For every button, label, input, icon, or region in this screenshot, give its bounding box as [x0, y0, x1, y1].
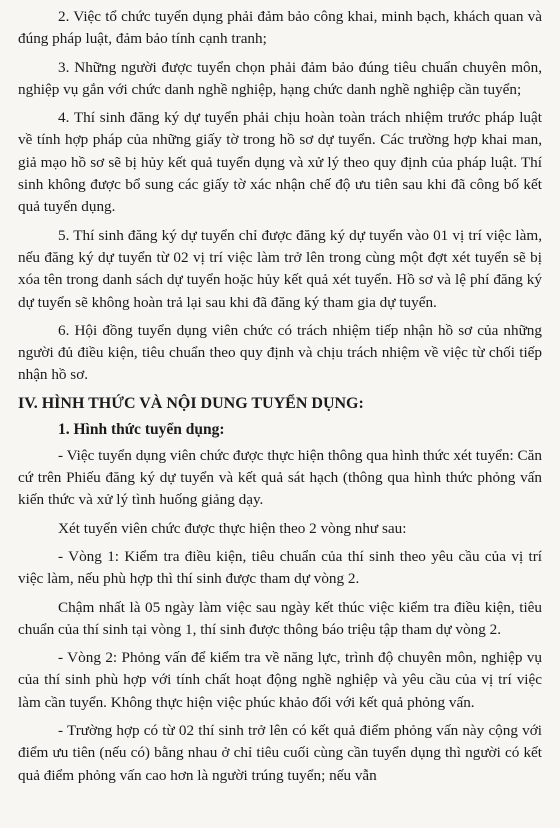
- paragraph-vong-1: - Vòng 1: Kiểm tra điều kiện, tiêu chuẩn của thí sinh theo yêu cầu của vị trí việc làm, nếu phù hợp thì thí sinh được tham dự vòng 2.: [18, 547, 542, 588]
- paragraph-cham-nhat: Chậm nhất là 05 ngày làm việc sau ngày kết thúc việc kiểm tra điều kiện, tiêu chuẩn của thí sinh tại vòng 1, thí sinh được thông báo triệu tập tham dự vòng 2.: [18, 598, 542, 638]
- paragraph-vong-intro: Xét tuyển viên chức được thực hiện theo 2 vòng như sau:: [58, 519, 407, 537]
- paragraph-2: 2. Việc tổ chức tuyển dụng phải đảm bảo công khai, minh bạch, khách quan và đúng pháp luật, đảm bảo tính cạnh tranh;: [18, 8, 542, 48]
- subsection-heading: 1. Hình thức tuyển dụng:: [58, 420, 225, 438]
- paragraph-3: 3. Những người được tuyển chọn phải đảm bảo đúng tiêu chuẩn chuyên môn, nghiệp vụ gắn với chức danh nghề nghiệp, hạng chức danh nghề nghiệp cần tuyển;: [18, 58, 542, 98]
- paragraph-vong-2: - Vòng 2: Phỏng vấn để kiểm tra về năng lực, trình độ chuyên môn, nghiệp vụ của thí sinh phù hợp với tính chất hoạt động nghề nghiệp và yêu cầu của vị trí việc làm cần tuyển. Không thực hiện việc phúc khảo đối với kết quả phỏng vấn.: [18, 649, 542, 711]
- section-heading: IV. HÌNH THỨC VÀ NỘI DUNG TUYỂN DỤNG:: [18, 394, 364, 412]
- paragraph-6: 6. Hội đồng tuyển dụng viên chức có trách nhiệm tiếp nhận hồ sơ của những người đủ điều kiện, tiêu chuẩn theo quy định và chịu trách nhiệm về việc từ chối tiếp nhận hồ sơ.: [18, 321, 542, 384]
- paragraph-truong-hop: - Trường hợp có từ 02 thí sinh trở lên có kết quả điểm phỏng vấn này cộng với điểm ưu tiên (nếu có) bằng nhau ở chỉ tiêu cuối cùng cần tuyển dụng thì người có kết quả điểm phỏng vấn cao hơn là người trúng tuyển; nếu vẫn: [18, 722, 542, 784]
- paragraph-5: 5. Thí sinh đăng ký dự tuyển chỉ được đăng ký dự tuyển vào 01 vị trí việc làm, nếu đăng ký dự tuyển từ 02 vị trí việc làm trở lên trong cùng một đợt xét tuyển sẽ bị xóa tên trong danh sách dự tuyển hoặc hủy kết quả xét tuyển. Hồ sơ và lệ phí đăng ký dự tuyển sẽ không hoàn trả lại sau khi đã đăng ký tham gia dự tuyển.: [18, 226, 542, 311]
- paragraph-4: 4. Thí sinh đăng ký dự tuyển phải chịu hoàn toàn trách nhiệm trước pháp luật về tính hợp pháp của những giấy tờ trong hồ sơ dự tuyển. Các trường hợp khai man, giả mạo hồ sơ sẽ bị hủy kết quả tuyển dụng và xử lý theo quy định của pháp luật. Thí sinh không được bổ sung các giấy tờ xác nhận chế độ ưu tiên sau khi đã công bố kết quả tuyển dụng.: [18, 109, 542, 216]
- paragraph-xet-tuyen: - Việc tuyển dụng viên chức được thực hiện thông qua hình thức xét tuyển: Căn cứ trên Phiếu đăng ký dự tuyển và kết quả sát hạch (thông qua hình thức phỏng vấn kiến thức và xử lý tình huống giảng dạy.: [18, 446, 542, 509]
